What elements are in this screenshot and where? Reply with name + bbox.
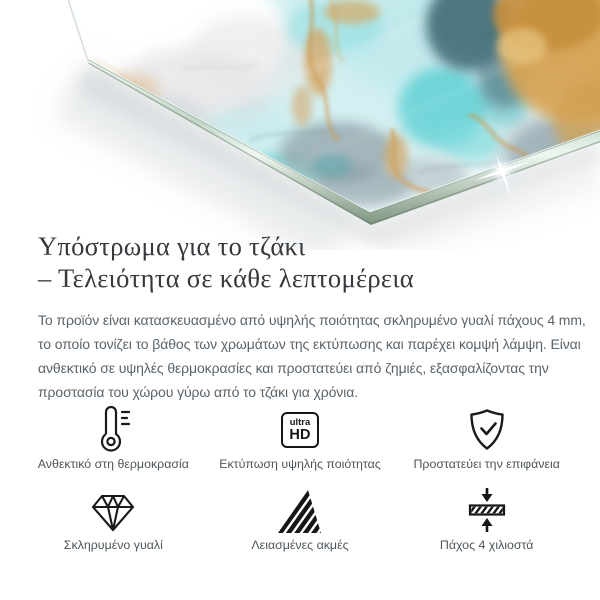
thickness-icon [465,486,509,534]
glass-panel-graphic [0,0,600,250]
page-title [38,230,562,294]
feature-heat-resistant [20,405,207,472]
feature-label: Σκληρυμένο γυαλί [63,538,163,552]
product-info-section [0,230,600,553]
feature-label: Πάχος 4 χιλιοστά [439,538,534,552]
product-description [38,308,586,404]
ultra-hd-text-top: ultra [289,416,311,428]
feature-thickness [393,486,580,553]
thermometer-icon [91,405,135,453]
feature-label: Ανθεκτικό στη θερμοκρασία [37,457,189,471]
description-line: προστασία του χώρου γύρω από το τζάκι για χρόνια. [38,384,358,400]
feature-tempered-glass [20,486,207,553]
title-line-1: Υπόστρωμα για το τζάκι [38,231,306,261]
description-line: Το προϊόν είναι κατασκευασμένο από υψηλής ποιότητας σκληρυμένο γυαλί πάχους 4 mm, [38,312,586,328]
diamond-icon [89,486,137,534]
feature-label: Λειασμένες ακμές [251,538,349,552]
feature-grid [20,405,580,553]
shield-check-icon [465,405,509,453]
description-line: ανθεκτικό σε υψηλές θερμοκρασίες και προστατεύει από ζημιές, εξασφαλίζοντας την [38,360,549,376]
ultra-hd-text-bottom: HD [289,426,311,443]
feature-surface-protection [393,405,580,472]
feature-print-quality [207,405,394,472]
description-line: το οποίο τονίζει το βάθος των χρωμάτων της εκτύπωσης και παρέχει κομψή λάμψη. Είναι [38,336,581,352]
polished-edges-icon [276,486,324,534]
title-line-2: – Τελειότητα σε κάθε λεπτομέρεια [38,263,414,293]
ultra-hd-icon [281,405,319,453]
product-image [0,0,600,250]
feature-label: Προστατεύει την επιφάνεια [413,457,560,471]
feature-label: Εκτύπωση υψηλής ποιότητας [219,457,381,471]
feature-polished-edges [207,486,394,553]
